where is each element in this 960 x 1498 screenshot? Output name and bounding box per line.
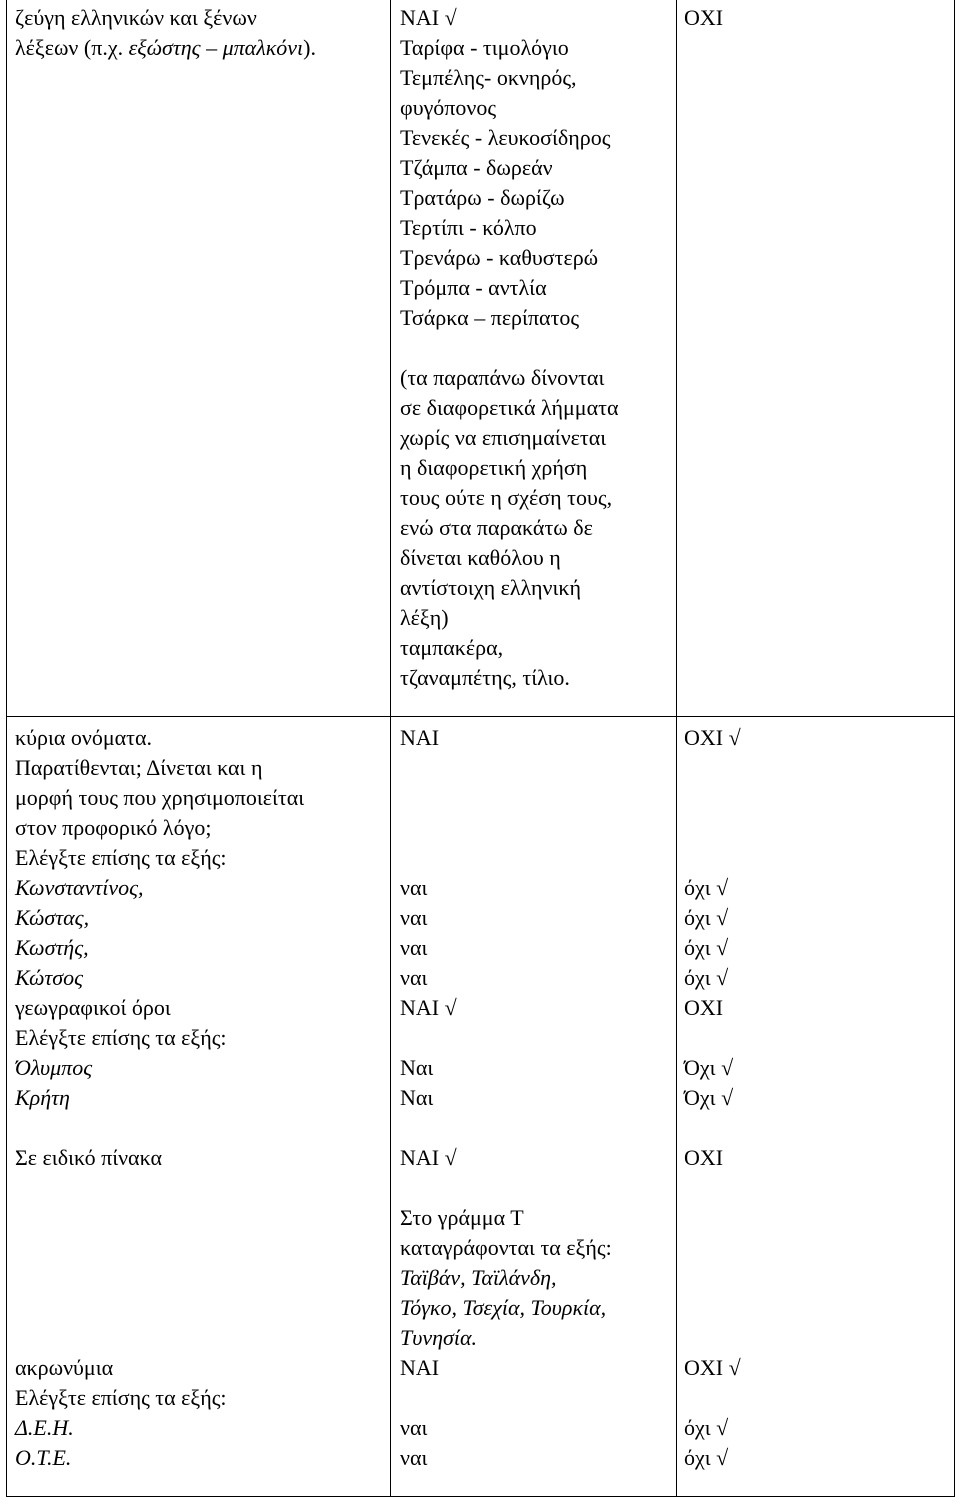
row2-col2-example: Τόγκο, Τσεχία, Τουρκία, (400, 1295, 607, 1320)
row1-col2-line: Τρενάρω - καθυστερώ (400, 245, 599, 270)
row2-col1-line: Παρατίθενται; Δίνεται και η (15, 755, 263, 780)
row2-col3-answer: ΟΧΙ √ (684, 1355, 741, 1380)
row2-col1-line: στον προφορικό λόγο; (15, 815, 212, 840)
row2-col3-answer: όχι √ (684, 1415, 729, 1440)
row2-col2-answer: ΝΑΙ √ (400, 1145, 457, 1170)
row2-col1-example: Κώστας, (15, 905, 90, 930)
row2-col3-answer: όχι √ (684, 1445, 729, 1470)
row2-col1-example: Κωνσταντίνος, (15, 875, 144, 900)
row2-col2-answer: ΝΑΙ (400, 725, 440, 750)
row2-col3-answer: όχι √ (684, 935, 729, 960)
column-divider-2 (676, 0, 677, 1497)
evaluation-table (6, 0, 955, 1497)
row2-col1-example: Κώτσος (15, 965, 84, 990)
row1-col1-tail: ). (303, 35, 316, 60)
row1-col1-line-1: ζεύγη ελληνικών και ξένων (15, 5, 257, 30)
row1-col2-note-line: (τα παραπάνω δίνονται (400, 365, 605, 390)
row2-col1-heading: γεωγραφικοί όροι (15, 995, 171, 1020)
row2-col1-heading: κύρια ονόματα. (15, 725, 153, 750)
row2-col2-answer: ναι (400, 875, 428, 900)
row1-col2-note-line: χωρίς να επισημαίνεται (400, 425, 607, 450)
row1-col2-line: Τενεκές - λευκοσίδηρος (400, 125, 611, 150)
table-border-right (954, 0, 955, 1497)
row1-col2-note-line: ενώ στα παρακάτω δε (400, 515, 593, 540)
row2-col3-answer: Όχι √ (684, 1055, 734, 1080)
row1-col2-note-line: σε διαφορετικά λήμματα (400, 395, 619, 420)
row1-col2-note-line: τους ούτε η σχέση τους, (400, 485, 613, 510)
row1-col1-line-2-text: λέξεων (π.χ. (15, 35, 129, 60)
column-divider-1 (390, 0, 391, 1497)
row2-col2-answer: Ναι (400, 1085, 434, 1110)
row2-col3-answer: ΟΧΙ √ (684, 725, 741, 750)
row1-col2-note-line: αντίστοιχη ελληνική (400, 575, 581, 600)
row1-col2-note-line: δίνεται καθόλου η (400, 545, 561, 570)
row1-col2-line: τζαναμπέτης, τίλιο. (400, 665, 570, 690)
row-divider (6, 716, 955, 717)
row2-col3-answer: όχι √ (684, 965, 729, 990)
row2-col3-answer: όχι √ (684, 875, 729, 900)
row2-col2-answer: ΝΑΙ √ (400, 995, 457, 1020)
row2-col1-line: Ελέγξτε επίσης τα εξής: (15, 845, 227, 870)
row1-col2-line: Τεμπέλης- οκνηρός, (400, 65, 577, 90)
row2-col1-example: Κωστής, (15, 935, 89, 960)
row1-col2-line: Ταρίφα - τιμολόγιο (400, 35, 569, 60)
row2-col2-answer: ναι (400, 905, 428, 930)
row2-col1-heading: ακρωνύμια (15, 1355, 114, 1380)
row2-col2-note-line: Στο γράμμα Τ (400, 1205, 524, 1230)
row2-col2-answer: ναι (400, 1445, 428, 1470)
row2-col2-answer: ναι (400, 935, 428, 960)
row2-col3-answer: ΟΧΙ (684, 1145, 724, 1170)
row2-col2-note-line: καταγράφονται τα εξής: (400, 1235, 612, 1260)
row2-col2-answer: ναι (400, 965, 428, 990)
table-border-left (6, 0, 7, 1497)
table-border-bottom (6, 1496, 955, 1497)
row2-col1-example: Ο.Τ.Ε. (15, 1445, 72, 1470)
row1-col2-line: φυγόπονος (400, 95, 497, 120)
row1-col2-line: Τρατάρω - δωρίζω (400, 185, 565, 210)
row2-col1-line: Ελέγξτε επίσης τα εξής: (15, 1385, 227, 1410)
row2-col3-answer: Όχι √ (684, 1085, 734, 1110)
row2-col2-example: Ταϊβάν, Ταϊλάνδη, (400, 1265, 557, 1290)
row1-col1-example: εξώστης – μπαλκόνι (128, 35, 304, 60)
row1-col2-line: Τσάρκα – περίπατος (400, 305, 580, 330)
row1-col2-note-line: η διαφορετική χρήση (400, 455, 588, 480)
row2-col3-answer: ΟΧΙ (684, 995, 724, 1020)
row2-col1-line: Σε ειδικό πίνακα (15, 1145, 163, 1170)
row2-col1-line: μορφή τους που χρησιμοποιείται (15, 785, 305, 810)
row2-col1-line: Ελέγξτε επίσης τα εξής: (15, 1025, 227, 1050)
row2-col3-answer: όχι √ (684, 905, 729, 930)
row1-col2-line: Τερτίπι - κόλπο (400, 215, 537, 240)
row1-col2-line: Τζάμπα - δωρεάν (400, 155, 553, 180)
row1-col3-answer: ΟΧΙ (684, 5, 724, 30)
row2-col2-answer: ΝΑΙ (400, 1355, 440, 1380)
row1-col2-line: ταμπακέρα, (400, 635, 504, 660)
row2-col2-answer: Ναι (400, 1055, 434, 1080)
row1-col2-line: Τρόμπα - αντλία (400, 275, 547, 300)
row1-col2-note-line: λέξη) (400, 605, 449, 630)
row2-col2-answer: ναι (400, 1415, 428, 1440)
row2-col1-example: Όλυμπος (15, 1055, 93, 1080)
row2-col1-example: Κρήτη (15, 1085, 70, 1110)
row1-col2-answer: ΝΑΙ √ (400, 5, 457, 30)
row2-col1-example: Δ.Ε.Η. (15, 1415, 74, 1440)
row1-col1-line-2 (15, 33, 316, 63)
row2-col2-example: Τυνησία. (400, 1325, 478, 1350)
